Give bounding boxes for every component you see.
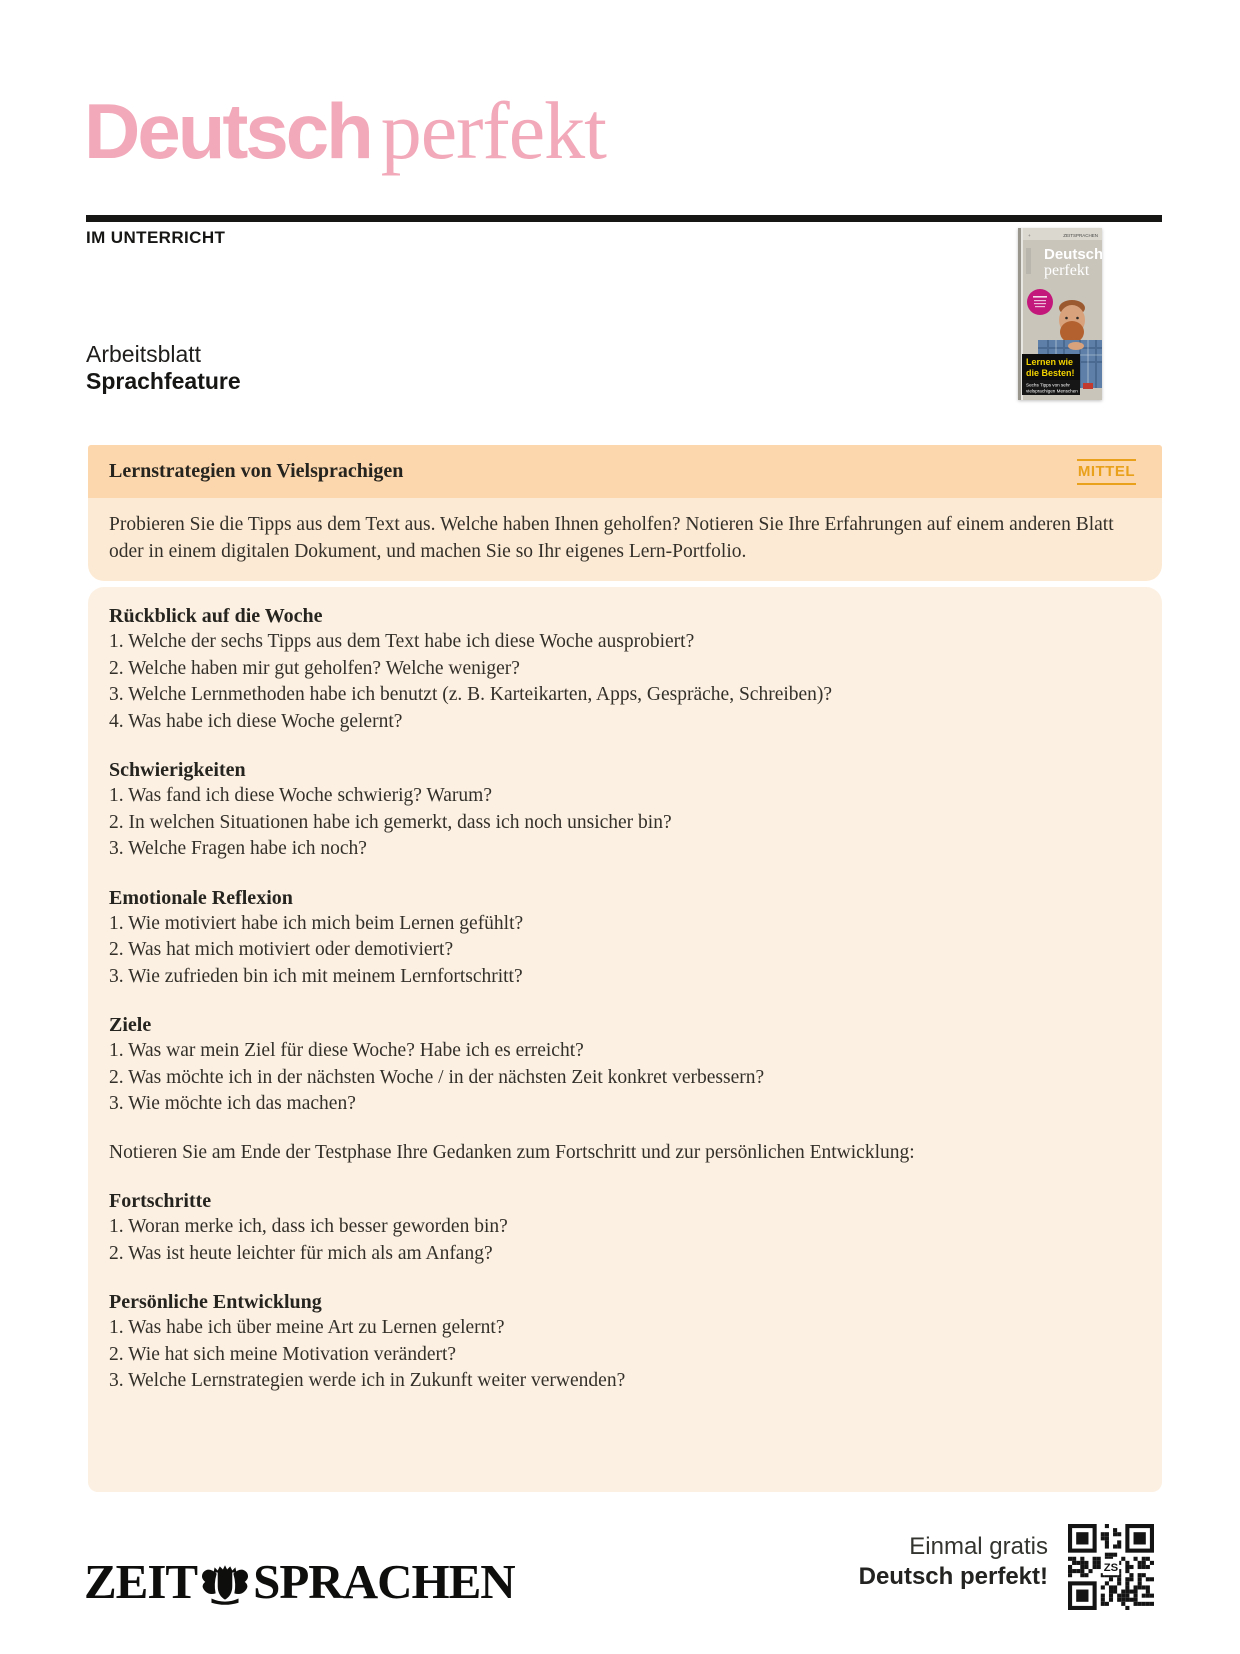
- dotted-separator: [88, 581, 1162, 587]
- question-item: 3. Wie möchte ich das machen?: [109, 1093, 356, 1114]
- section-schwierigkeiten: [109, 757, 1134, 863]
- logo-word-deutsch: Deutsch: [84, 87, 371, 175]
- promo-line-1: Einmal gratis: [909, 1533, 1048, 1560]
- doc-subtitle-label: Sprachfeature: [86, 368, 241, 394]
- promo-line-2: Deutsch perfekt!: [858, 1563, 1048, 1590]
- question-item: 3. Wie zufrieden bin ich mit meinem Lernfortschritt?: [109, 965, 523, 987]
- question-item: 3. Welche Lernstrategien werde ich in Zukunft weiter verwenden?: [109, 1370, 626, 1391]
- question-item: 1. Woran merke ich, dass ich besser geworden bin?: [109, 1216, 508, 1237]
- divider-rule: [86, 215, 1162, 222]
- section-ziele: [109, 1012, 1134, 1118]
- cover-publisher: ZEITSPRACHEN: [1063, 233, 1098, 238]
- question-item: 1. Welche der sechs Tipps aus dem Text habe ich diese Woche ausprobiert?: [109, 631, 695, 652]
- question-item: 3. Welche Lernmethoden habe ich benutzt (z. B. Karteikarten, Apps, Gespräche, Schreiben)?: [109, 684, 833, 705]
- worksheet-header-bar: [88, 445, 1162, 498]
- section-heading: Fortschritte: [109, 1190, 212, 1212]
- level-badge: MITTEL: [1077, 459, 1136, 485]
- cover-corner-mark: +: [1028, 233, 1031, 238]
- section-heading: Emotionale Reflexion: [109, 886, 293, 909]
- question-item: 1. Wie motiviert habe ich mich beim Lernen gefühlt?: [109, 912, 524, 934]
- section-fortschritte: [109, 1188, 1134, 1267]
- section-heading: Ziele: [109, 1014, 152, 1036]
- note-paragraph: Notieren Sie am Ende der Testphase Ihre Gedanken zum Fortschritt und zur persönlichen Entwicklung:: [109, 1141, 915, 1163]
- question-item: 2. Was ist heute leichter für mich als am Anfang?: [109, 1242, 493, 1264]
- section-emotionale-reflexion: [109, 885, 1134, 991]
- question-item: 2. Was möchte ich in der nächsten Woche / in der nächsten Zeit konkret verbessern?: [109, 1066, 765, 1088]
- worksheet-panel: [88, 445, 1162, 1492]
- section-heading: Schwierigkeiten: [109, 759, 246, 781]
- question-item: 2. Welche haben mir gut geholfen? Welche weniger?: [109, 657, 520, 679]
- section-persoenliche-entwicklung: [109, 1289, 1134, 1395]
- cover-headline-line1: Lernen wie: [1026, 357, 1074, 367]
- qr-code: [1068, 1524, 1154, 1610]
- cover-man-beard: [1060, 321, 1084, 343]
- worksheet-title: Lernstrategien von Vielsprachigen: [109, 460, 404, 482]
- deutsch-perfekt-logo: [84, 84, 606, 178]
- worksheet-intro: Probieren Sie die Tipps aus dem Text aus. Welche haben Ihnen geholfen? Notieren Sie Ihre Erfahrungen auf einem anderen Blatt oder in einem digitalen Dokument, und machen Sie so Ihr eigenes Lern-Portfolio.: [88, 498, 1162, 581]
- question-item: 4. Was habe ich diese Woche gelernt?: [109, 710, 403, 732]
- brand-word-zeit: ZEIT: [84, 1554, 198, 1609]
- worksheet-body: [88, 587, 1162, 1492]
- cover-subline-2: vielsprachigen Menschen: [1026, 388, 1078, 394]
- promo-text: [859, 1532, 1048, 1592]
- magazine-cover-art: [1018, 228, 1102, 400]
- cover-headline-line2: die Besten!: [1026, 368, 1075, 378]
- question-item: 2. In welchen Situationen habe ich gemerkt, dass ich noch unsicher bin?: [109, 811, 672, 833]
- crest-icon: [199, 1562, 251, 1606]
- question-item: 1. Was habe ich über meine Art zu Lernen gelernt?: [109, 1317, 505, 1338]
- section-heading: Persönliche Entwicklung: [109, 1291, 322, 1313]
- question-item: 1. Was fand ich diese Woche schwierig? Warum?: [109, 785, 493, 806]
- cover-badge-circle: [1027, 289, 1053, 315]
- section-heading: Rückblick auf die Woche: [109, 605, 323, 627]
- question-item: 3. Welche Fragen habe ich noch?: [109, 838, 367, 859]
- logo-word-perfekt: perfekt: [380, 85, 606, 176]
- question-item: 2. Wie hat sich meine Motivation verändert?: [109, 1343, 457, 1365]
- kicker-im-unterricht: IM UNTERRICHT: [86, 228, 226, 247]
- zeit-sprachen-logo: [84, 1556, 515, 1608]
- cover-subline-1: Sechs Tipps von sehr: [1026, 382, 1070, 388]
- magazine-cover: [1018, 228, 1102, 400]
- qr-code-art: [1068, 1524, 1154, 1610]
- brand-word-sprachen: SPRACHEN: [253, 1554, 515, 1609]
- cover-masthead-bold: Deutsch: [1044, 246, 1102, 263]
- section-rueckblick: [109, 603, 1134, 735]
- question-item: 1. Was war mein Ziel für diese Woche? Habe ich es erreicht?: [109, 1040, 584, 1061]
- question-item: 2. Was hat mich motiviert oder demotiviert?: [109, 939, 454, 960]
- svg-text:ZS: ZS: [1103, 1562, 1119, 1575]
- doc-type-label: Arbeitsblatt: [86, 341, 202, 367]
- cover-masthead-serif: perfekt: [1044, 262, 1090, 279]
